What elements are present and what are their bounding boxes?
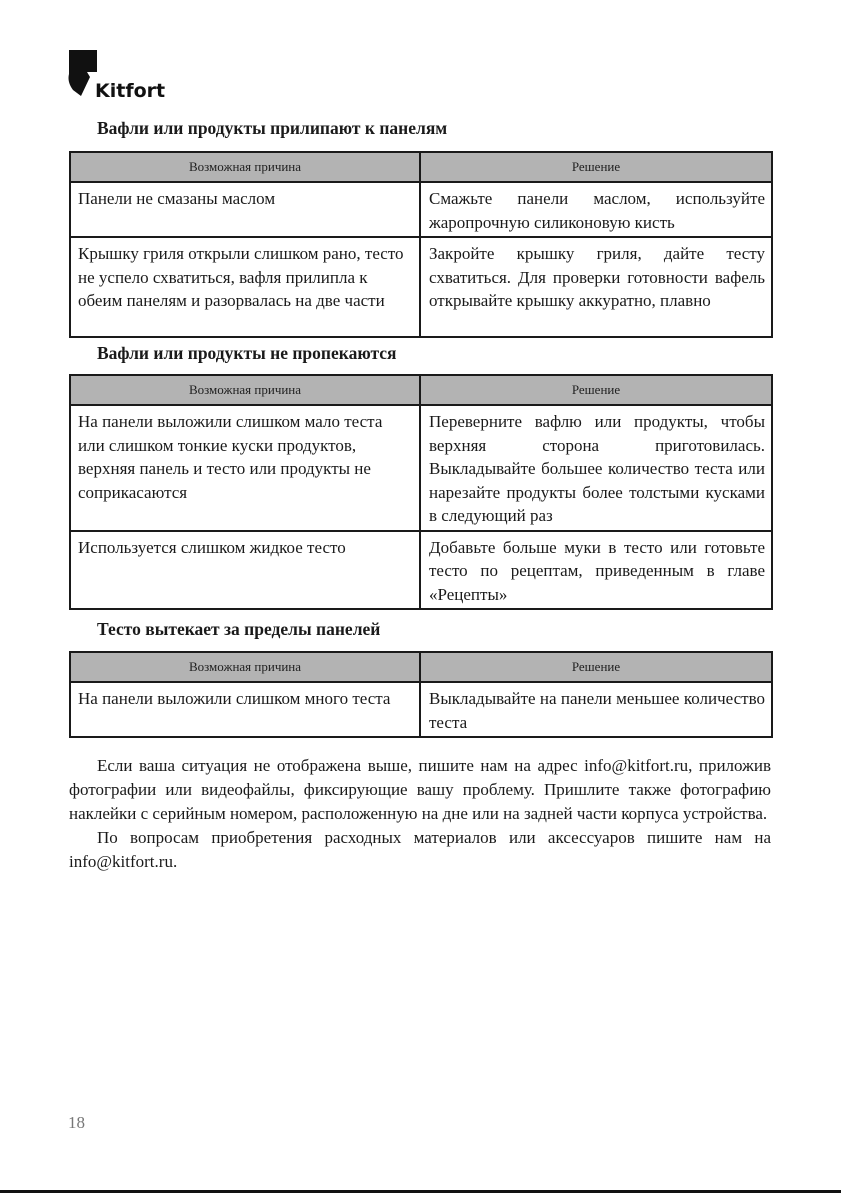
solution-cell: Переверните вафлю или продукты, чтобы верхняя сторона приготовилась. Выкладывайте большее количество теста или нарезайте продукты более толстыми кусками в следующий раз: [420, 405, 772, 531]
cause-cell: Крышку гриля открыли слишком рано, тесто не успело схватиться, вафля прилипла к обеим панелям и разорвалась на две части: [70, 237, 420, 337]
solution-cell: Смажьте панели маслом, используйте жаропрочную силиконовую кисть: [420, 182, 772, 237]
accessories-paragraph: По вопросам приобретения расходных материалов или аксессуаров пишите нам на info@kitfort.ru.: [69, 828, 771, 871]
brand-name: Kitfort: [95, 80, 166, 102]
column-header-cause: Возможная причина: [70, 375, 420, 405]
cause-cell: На панели выложили слишком мало теста или слишком тонкие куски продуктов, верхняя панель и тесто или продукты не соприкасаются: [70, 405, 420, 531]
table-row: [70, 182, 772, 237]
solution-cell: Добавьте больше муки в тесто или готовьте тесто по рецептам, приведенным в главе «Рецепты»: [420, 531, 772, 610]
column-header-solution: Решение: [420, 375, 772, 405]
cause-cell: Используется слишком жидкое тесто: [70, 531, 420, 610]
section-title: Тесто вытекает за пределы панелей: [97, 619, 381, 639]
column-header-cause: Возможная причина: [70, 652, 420, 682]
table-header-row: [70, 375, 772, 405]
section-title: Вафли или продукты прилипают к панелям: [97, 118, 448, 138]
table-header-row: [70, 152, 772, 182]
solution-cell: Закройте крышку гриля, дайте тесту схватиться. Для проверки готовности вафель открывайте крышку аккуратно, плавно: [420, 237, 772, 337]
cause-cell: На панели выложили слишком много теста: [70, 682, 420, 737]
column-header-solution: Решение: [420, 652, 772, 682]
page-number: 18: [68, 1113, 85, 1132]
table-row: [70, 237, 772, 337]
troubleshooting-table: [69, 374, 773, 610]
troubleshooting-table: [69, 151, 773, 338]
contact-paragraphs: [69, 754, 771, 874]
solution-cell: Выкладывайте на панели меньшее количество теста: [420, 682, 772, 737]
column-header-cause: Возможная причина: [70, 152, 420, 182]
table-row: [70, 531, 772, 610]
kitfort-logo: [67, 50, 177, 100]
table-row: [70, 682, 772, 737]
table-header-row: [70, 652, 772, 682]
section-title: Вафли или продукты не пропекаются: [97, 343, 397, 363]
column-header-solution: Решение: [420, 152, 772, 182]
troubleshooting-table: [69, 651, 773, 738]
contact-paragraph: Если ваша ситуация не отображена выше, пишите нам на адрес info@kitfort.ru, приложив фотографии или видеофайлы, фиксирующие вашу проблему. Пришлите также фотографию наклейки с серийным номером, расположенную на дне или на задней части корпуса устройства.: [69, 756, 771, 823]
cause-cell: Панели не смазаны маслом: [70, 182, 420, 237]
kitfort-logo-icon: [67, 50, 97, 100]
table-row: [70, 405, 772, 531]
